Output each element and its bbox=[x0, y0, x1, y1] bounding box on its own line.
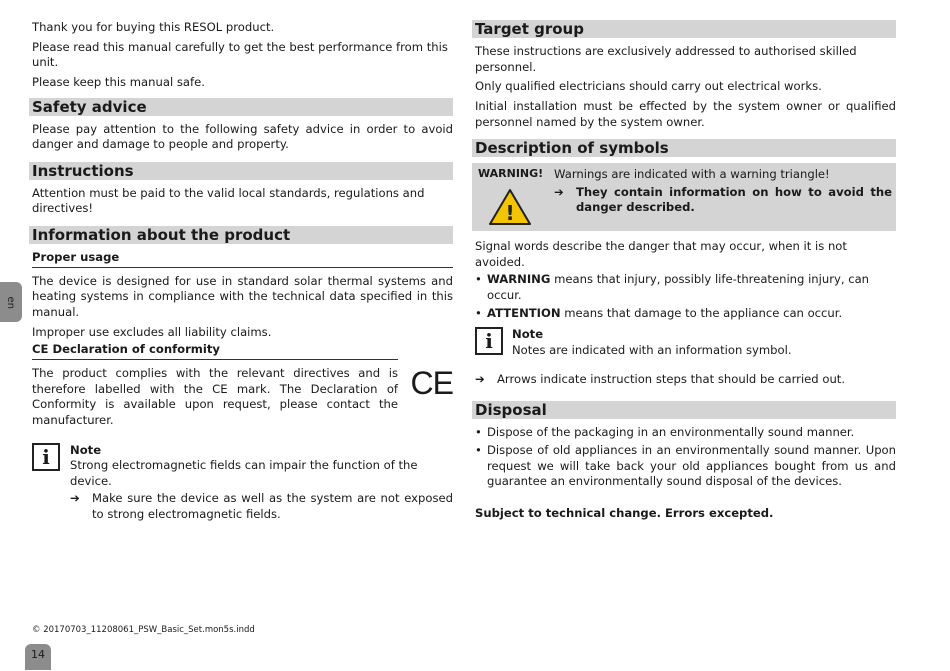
proper-usage-heading: Proper usage bbox=[32, 250, 453, 268]
target-line-1: These instructions are exclusively addressed to authorised skilled personnel. bbox=[475, 44, 857, 74]
improper-use-text: Improper use excludes all liability claims. bbox=[32, 324, 272, 339]
info-icon: i bbox=[475, 327, 503, 355]
warning-box bbox=[472, 163, 896, 231]
arrow-symbol-block bbox=[475, 372, 896, 388]
info-icon: i bbox=[32, 443, 60, 471]
left-column bbox=[32, 20, 453, 523]
target-line-3: Initial installation must be effected by the system owner or qualified personnel named by the system owner. bbox=[475, 98, 896, 129]
page-number: 14 bbox=[25, 644, 51, 670]
warning-step-text: They contain information on how to avoid the danger described. bbox=[576, 184, 892, 215]
arrow-symbol-text: Arrows indicate instruction steps that should be carried out. bbox=[497, 371, 846, 386]
svg-text:!: ! bbox=[505, 201, 515, 226]
target-line-2: Only qualified electricians should carry out electrical works. bbox=[475, 79, 822, 94]
safety-text: Please pay attention to the following safety advice in order to avoid danger and damage to people and property. bbox=[32, 121, 453, 152]
product-heading: Information about the product bbox=[29, 226, 453, 244]
warning-word: WARNING bbox=[487, 272, 551, 287]
warning-definition: • WARNING means that injury, possibly life-threatening injury, can occur. bbox=[475, 272, 870, 303]
ce-block bbox=[32, 342, 453, 428]
note-step bbox=[70, 491, 453, 522]
arrow-icon: ➔ bbox=[475, 371, 485, 386]
proper-usage-text: The device is designed for use in standard solar thermal systems and heating systems in compliance with the technical data specified in this manual. bbox=[32, 273, 453, 320]
intro-line-2: Please read this manual carefully to get the best performance from this unit. bbox=[32, 39, 448, 70]
instructions-heading: Instructions bbox=[29, 162, 453, 180]
right-column bbox=[475, 20, 896, 522]
attention-definition: • ATTENTION means that damage to the appliance can occur. bbox=[475, 305, 843, 320]
arrow-icon: ➔ bbox=[554, 184, 564, 199]
note-symbol-heading: Note bbox=[512, 327, 544, 342]
signal-text: Signal words describe the danger that may occur, when it is not avoided. bbox=[475, 239, 847, 269]
note-text: Strong electromagnetic fields can impair the function of the device. bbox=[70, 458, 418, 488]
warning-triangle-icon bbox=[488, 188, 532, 226]
disposal-item-2: • Dispose of old appliances in an environmentally sound manner. Upon request we will take back your old appliances bought from us and guarantee an environmentally sound disposal of the devices. bbox=[475, 442, 896, 489]
note-block bbox=[32, 443, 453, 523]
warning-label: WARNING! bbox=[478, 167, 544, 181]
note-step-text: Make sure the device as well as the system are not exposed to strong electromagnetic fields. bbox=[92, 491, 453, 522]
ce-heading: CE Declaration of conformity bbox=[32, 342, 398, 360]
footer-file-info: © 20170703_11208061_PSW_Basic_Set.mon5s.indd bbox=[32, 625, 255, 635]
language-tab: en bbox=[0, 282, 22, 322]
note-symbol-text: Notes are indicated with an information symbol. bbox=[512, 343, 792, 358]
ce-mark: CE bbox=[410, 365, 453, 402]
intro-line-3: Please keep this manual safe. bbox=[32, 74, 205, 89]
warning-step bbox=[554, 185, 892, 216]
warning-text: Warnings are indicated with a warning triangle! bbox=[554, 167, 830, 182]
target-heading: Target group bbox=[472, 20, 896, 38]
ce-text: The product complies with the relevant directives and is therefore labelled with the CE mark. The Declaration of Conformity is available upon request, please contact the manufacturer. bbox=[32, 365, 398, 427]
technical-change-note: Subject to technical change. Errors excepted. bbox=[475, 505, 774, 520]
symbols-heading: Description of symbols bbox=[472, 139, 896, 157]
disposal-item-1: • Dispose of the packaging in an environmentally sound manner. bbox=[475, 425, 855, 440]
attention-def: means that damage to the appliance can occur. bbox=[564, 305, 843, 320]
intro-line-1: Thank you for buying this RESOL product. bbox=[32, 20, 275, 34]
instructions-text: Attention must be paid to the valid local standards, regulations and directives! bbox=[32, 185, 425, 216]
safety-heading: Safety advice bbox=[29, 98, 453, 116]
note-symbol-block bbox=[475, 327, 896, 358]
disposal-heading: Disposal bbox=[472, 401, 896, 419]
note-heading: Note bbox=[70, 442, 102, 457]
arrow-icon: ➔ bbox=[70, 491, 80, 506]
warning-def: means that injury, possibly life-threatening injury, can occur. bbox=[487, 272, 870, 303]
attention-word: ATTENTION bbox=[487, 305, 561, 320]
